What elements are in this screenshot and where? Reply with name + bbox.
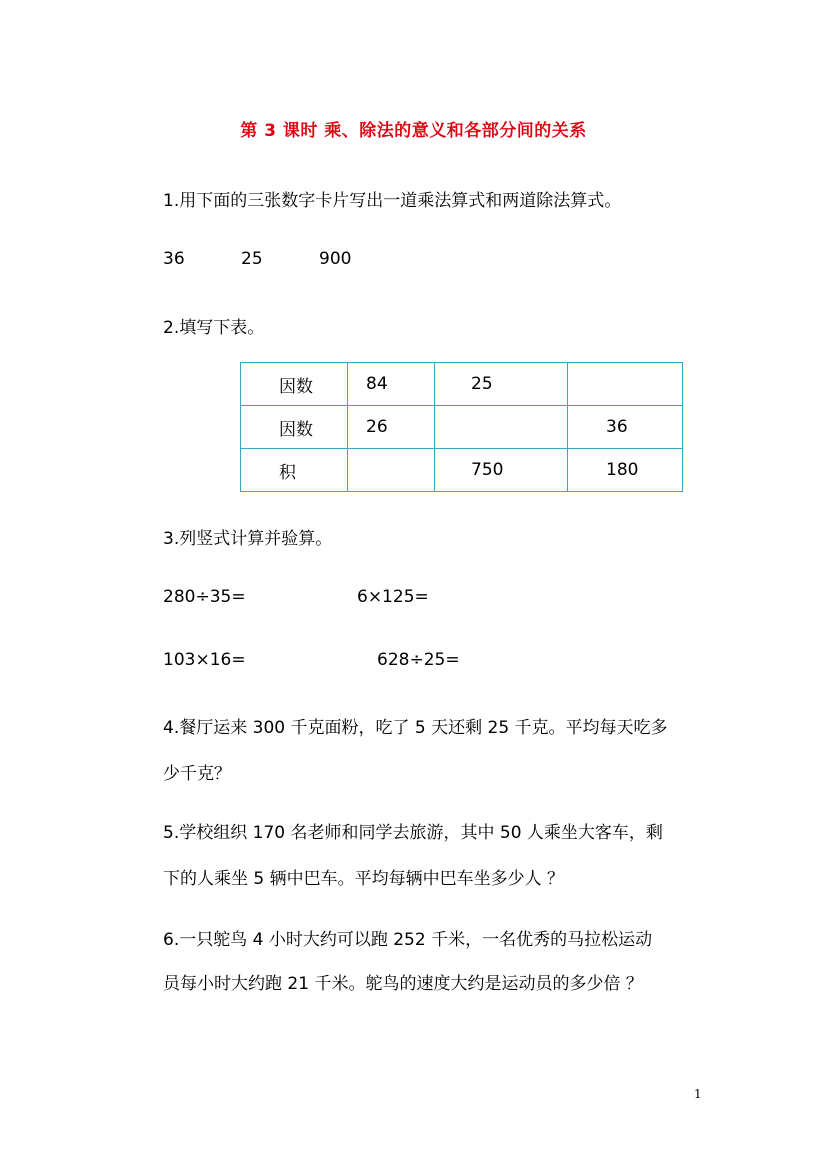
expr: 628÷25=	[377, 650, 460, 670]
table-cell: 积	[241, 449, 348, 492]
question-5-line-2: 下的人乘坐 5 辆中巴车。平均每辆中巴车坐多少人 ？	[163, 869, 565, 889]
table-cell: 84	[348, 363, 435, 406]
table-cell	[348, 449, 435, 492]
question-4-line-2: 少千克？	[163, 764, 231, 784]
table-row	[241, 449, 683, 492]
page-title: 第 3 课时 乘、除法的意义和各部分间的关系	[240, 121, 587, 141]
expr-row-2	[163, 650, 460, 670]
card-2: 25	[241, 249, 263, 269]
table-cell	[568, 363, 683, 406]
card-3: 900	[319, 249, 352, 269]
card-1: 36	[163, 249, 185, 269]
table-cell: 36	[568, 406, 683, 449]
question-3: 3.列竖式计算并验算。	[163, 529, 333, 549]
table-cell: 180	[568, 449, 683, 492]
table-cell: 25	[435, 363, 568, 406]
expr: 280÷35=	[163, 587, 246, 607]
question-5-line-1: 5.学校组织 170 名老师和同学去旅游，其中 50 人乘坐大客车，剩	[163, 823, 663, 843]
question-4-line-1: 4.餐厅运来 300 千克面粉，吃了 5 天还剩 25 千克。平均每天吃多	[163, 718, 668, 738]
table-cell: 26	[348, 406, 435, 449]
table-cell: 因数	[241, 406, 348, 449]
table-row	[241, 363, 683, 406]
table-cell: 因数	[241, 363, 348, 406]
number-cards	[163, 249, 351, 269]
expr: 103×16=	[163, 650, 246, 670]
factor-table	[240, 362, 683, 492]
question-6-line-1: 6.一只鸵鸟 4 小时大约可以跑 252 千米，一名优秀的马拉松运动	[163, 930, 653, 950]
page-number: 1	[694, 1087, 702, 1101]
expr: 6×125=	[357, 587, 429, 607]
expr-row-1	[163, 587, 429, 607]
question-6-line-2: 员每小时大约跑 21 千米。鸵鸟的速度大约是运动员的多少倍 ？	[163, 974, 643, 994]
question-1: 1.用下面的三张数字卡片写出一道乘法算式和两道除法算式。	[163, 191, 622, 211]
table-cell: 750	[435, 449, 568, 492]
table-row	[241, 406, 683, 449]
table-cell	[435, 406, 568, 449]
question-2: 2.填写下表。	[163, 318, 265, 338]
